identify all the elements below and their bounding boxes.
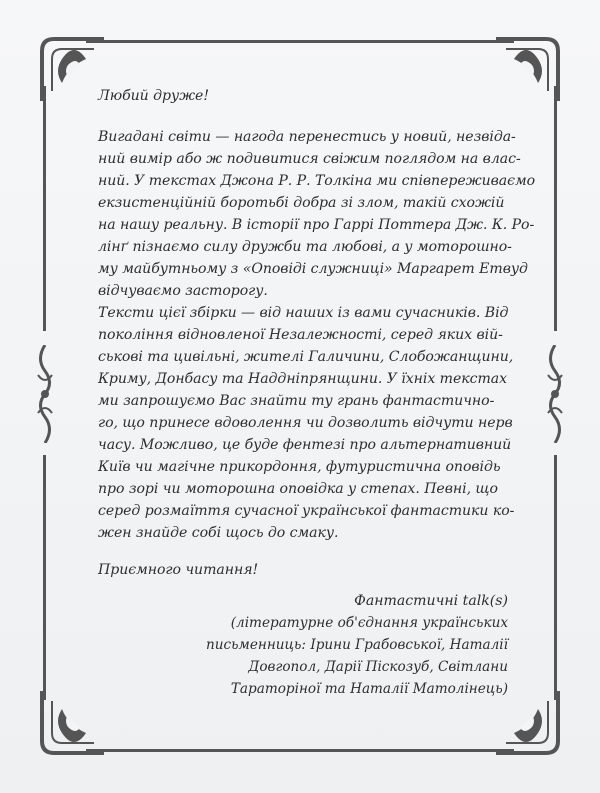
bottom-left-corner-ornament — [34, 683, 112, 761]
paragraph-2-line: серед розмаїття сучасної української фантастики ко- — [98, 503, 515, 519]
paragraph-1-line: на нашу реальну. В історії про Гаррі Поттера Дж. К. Ро- — [98, 217, 535, 233]
frame-top-line — [86, 40, 514, 43]
paragraph-2-line: ськові та цивільні, жителі Галичини, Слобожанщини, — [98, 349, 514, 365]
paragraph-2-line: часу. Можливо, це буде фентезі про альтернативний — [98, 437, 512, 453]
paragraph-1-line: відчуваємо засторогу. — [98, 283, 268, 299]
paragraph-2-line: Київ чи магічне прикордоння, футуристична оповідь — [98, 459, 501, 475]
paragraph-2-line: го, що принесе вдоволення чи дозволить відчути нерв — [98, 415, 513, 431]
frame-right-lower-line — [554, 455, 557, 700]
frame-left-lower-line — [43, 455, 46, 700]
frame-bottom-line — [86, 749, 514, 752]
signature-line: (літературне об'єднання українських — [230, 615, 508, 631]
paragraph-1-line: Вигадані світи — нагода перенестись у новий, незвіда- — [98, 129, 516, 145]
letter-signature — [168, 590, 508, 700]
paragraph-2-line: Тексти цієї збірки — від наших із вами сучасників. Від — [98, 305, 509, 321]
frame-right-upper-line — [554, 86, 557, 331]
signature-line: Довгопол, Дарії Піскозуб, Світлани — [248, 659, 508, 675]
paragraph-2-line: про зорі чи моторошна оповідка у степах. Певні, що — [98, 481, 498, 497]
letter-greeting: Любий друже! — [98, 88, 209, 104]
paragraph-1-line: ний вимір або ж подивитися свіжим поглядом на влас- — [98, 151, 521, 167]
paragraph-1-line: му майбутньому з «Оповіді служниці» Маргарет Етвуд — [98, 261, 528, 277]
paragraph-2-line: ми запрошуємо Вас знайти ту грань фантастично- — [98, 393, 495, 409]
signature-title: Фантастичні talk(s) — [354, 593, 508, 609]
left-side-ornament — [34, 345, 56, 443]
right-side-ornament — [544, 345, 566, 443]
paragraph-1-line: лінґ пізнаємо силу дружби та любові, а у моторошно- — [98, 239, 512, 255]
paragraph-2-line: жен знайде собі щось до смаку. — [98, 525, 339, 541]
letter-paragraph-2 — [98, 302, 515, 544]
paragraph-1-line: екзистенційній боротьбі добра зі злом, такій схожій — [98, 195, 505, 211]
paragraph-2-line: Криму, Донбасу та Наддніпрянщини. У їхніх текстах — [98, 371, 508, 387]
frame-left-upper-line — [43, 86, 46, 331]
paragraph-1-line: ний. У текстах Джона Р. Р. Толкіна ми співпереживаємо — [98, 173, 536, 189]
paragraph-2-line: покоління відновленої Незалежності, серед яких вій- — [98, 327, 503, 343]
signature-line: письменниць: Ірини Грабовської, Наталії — [206, 637, 508, 653]
letter-closing: Приємного читання! — [98, 562, 259, 578]
signature-line: Тараторіної та Наталії Матолінець) — [230, 681, 508, 697]
letter-paragraph-1 — [98, 126, 536, 302]
